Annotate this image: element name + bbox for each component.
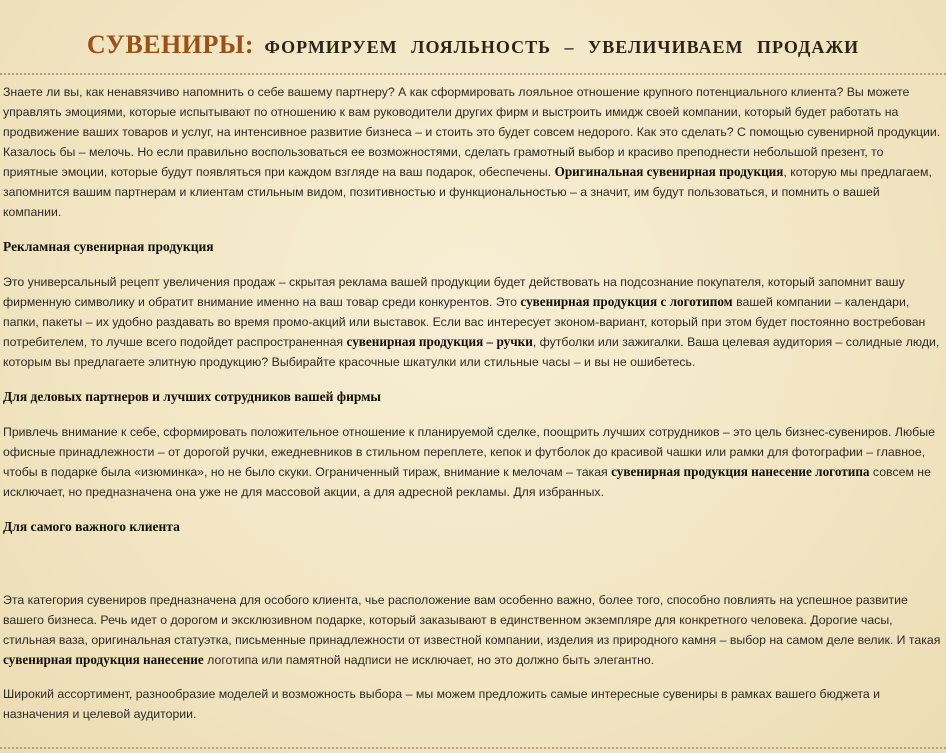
intro-text-2: , которую мы предлагаем, запомнится вашим партнерам и клиентам стильным видом, позитивностью и функциональностью – а значит, им будут пользоваться, и помнить о вашей компании. <box>3 165 932 219</box>
advertising-text-3: , футболки или зажигалки. Ваша целевая аудитория – солидные люди, которым вы предлагаете элитную продукцию? Выбирайте красочные шкатулки или стильные часы – и вы не ошибетесь. <box>3 335 940 369</box>
intro-paragraph <box>3 82 941 222</box>
top-dotted-divider <box>0 73 946 75</box>
partners-text-2: совсем не исключает, но предназначена она уже не для массовой акции, а для адресной рекламы. Для избранных. <box>3 465 931 499</box>
vip-text-2: логотипа или памятной надписи не исключает, но это должно быть элегантно. <box>203 653 655 667</box>
article-body <box>3 82 941 724</box>
section-heading-advertising: Рекламная сувенирная продукция <box>3 239 214 254</box>
page-header <box>0 30 946 60</box>
intro-highlight: Оригинальная сувенирная продукция <box>554 164 784 179</box>
closing-paragraph: Широкий ассортимент, разнообразие моделей и возможность выбора – мы можем предложить самые интересные сувениры в рамках вашего бюджета и назначения и целевой аудитории. <box>3 687 880 721</box>
section-heading-vip-client: Для самого важного клиента <box>3 519 180 534</box>
partners-text-1: Привлечь внимание к себе, сформировать положительное отношение к планируемой сделке, поощрить лучших сотрудников – это цель бизнес-сувениров. Любые офисные принадлежности – от дорогой ручки, ежедневников в стильном переплете, кепок и футболок до красивой чашки или рамки для фотографии – главное, чтобы в подарке была «изюминка», но не было скуки. Ограниченный тираж, внимание к мелочам – такая <box>3 425 935 479</box>
advertising-text-1: Это универсальный рецепт увеличения продаж – скрытая реклама вашей продукции будет действовать на подсознание покупателя, который запомнит вашу фирменную символику и обратит внимание именно на ваш товар среди конкурентов. Это <box>3 275 905 309</box>
vip-client-paragraph <box>3 590 941 670</box>
vip-text-1: Эта категория сувениров предназначена для особого клиента, чье расположение вам особенно важно, более того, способно повлиять на успешное развитие вашего бизнеса. Речь идет о дорогом и эксклюзивном подарке, который заказывают в единственном экземпляре для конкретного человека. Дорогие часы, стильная ваза, оригинальная статуэтка, письменные принадлежности от известной компании, изделия из природного камня – выбор на самом деле велик. И такая <box>3 593 941 647</box>
bottom-dotted-divider <box>0 747 946 749</box>
advertising-highlight-logo: сувенирная продукция с логотипом <box>520 294 733 309</box>
section-heading-partners: Для деловых партнеров и лучших сотрудников вашей фирмы <box>3 389 381 404</box>
page-subtitle: ФОРМИРУЕМ ЛОЯЛЬНОСТЬ – УВЕЛИЧИВАЕМ ПРОДАЖИ <box>264 37 860 57</box>
advertising-highlight-pens: сувенирная продукция – ручки <box>346 334 533 349</box>
advertising-text-2: вашей компании – календари, папки, пакеты – их удобно раздавать во время промо-акций или выставок. Если вас интересует эконом-вариант, который при этом будет постоянно востребован потребителем, то лучше всего подойдет распространенная <box>3 295 926 349</box>
partners-paragraph <box>3 422 941 502</box>
intro-text-1: Знаете ли вы, как ненавязчиво напомнить о себе вашему партнеру? А как сформировать лояльное отношение крупного потенциального клиента? Вы можете управлять эмоциями, которые испытывают по отношению к вам руководители других фирм и выстроить имидж своей компании, который будет работать на продвижение ваших товаров и услуг, на интенсивное развитие бизнеса – и стоить это будет совсем недорого. Как это сделать? С помощью сувенирной продукции. Казалось бы – мелочь. Но если правильно воспользоваться ее возможностями, сделать грамотный выбор и красиво преподнести небольшой презент, то приятные эмоции, которые будут появляться при каждом взгляде на ваш подарок, обеспечены. <box>3 85 941 179</box>
vip-highlight: сувенирная продукция нанесение <box>3 652 204 667</box>
page-title: СУВЕНИРЫ: <box>86 30 255 59</box>
advertising-paragraph <box>3 272 941 372</box>
partners-highlight: сувенирная продукция нанесение логотипа <box>611 464 870 479</box>
